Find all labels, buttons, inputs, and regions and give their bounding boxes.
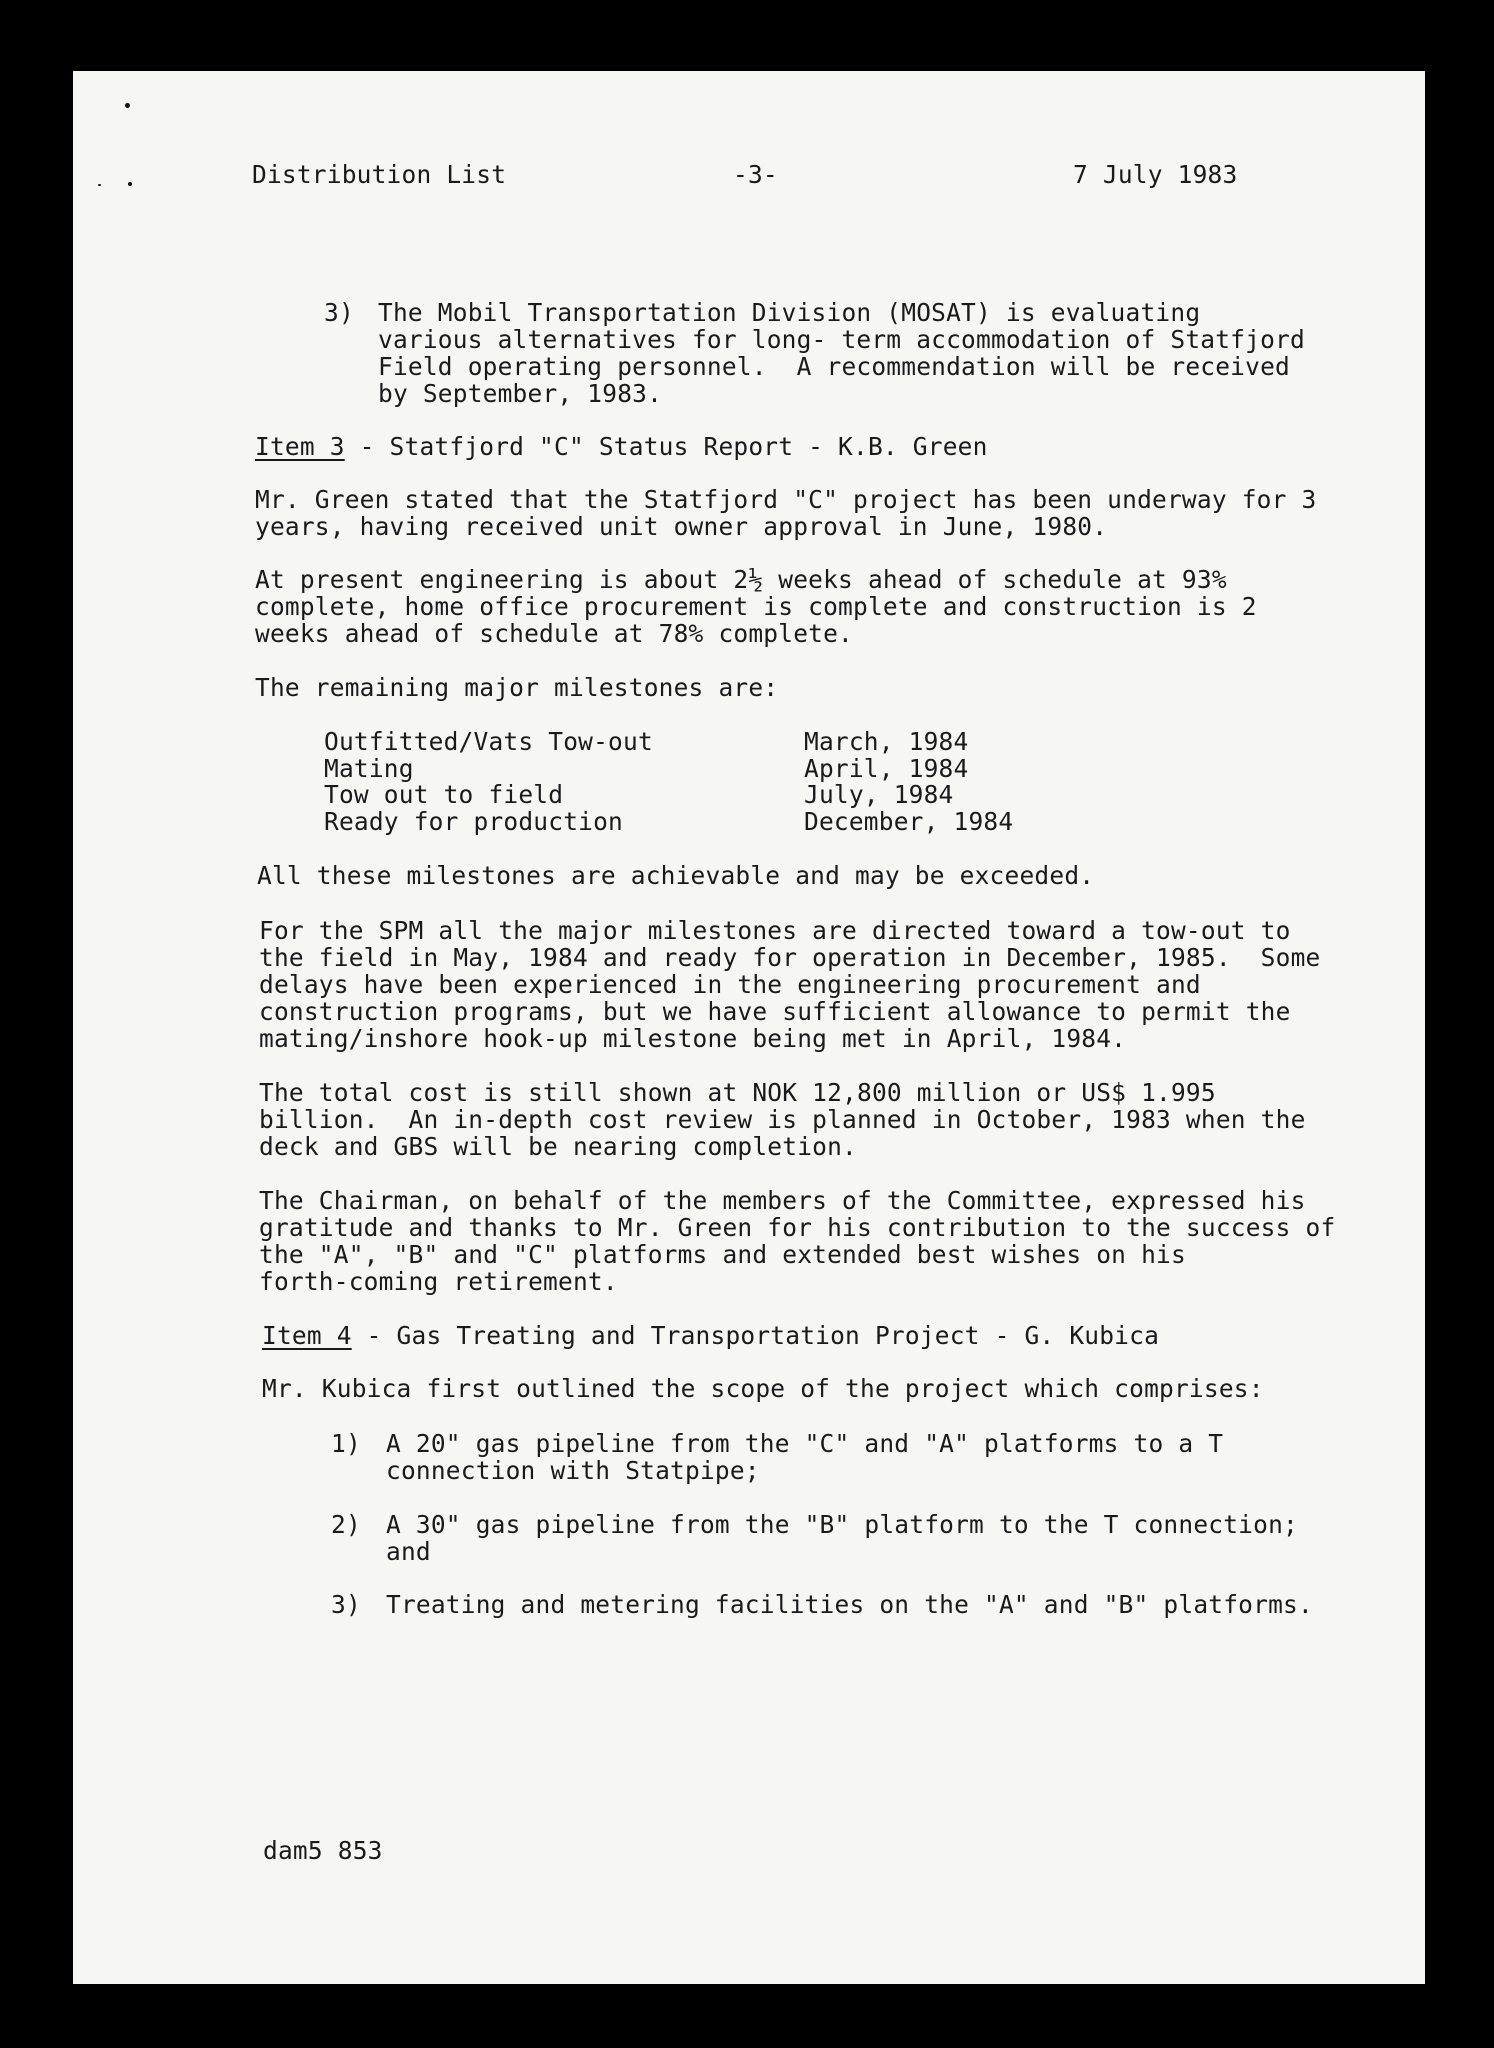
para-chairman-line: The Chairman, on behalf of the members of the Committee, expressed his (259, 1186, 1306, 1215)
item4-title: - Gas Treating and Transportation Project - G. Kubica (351, 1321, 1160, 1350)
para-mosat-line: various alternatives for long- term accommodation of Statfjord (378, 325, 1305, 354)
scope-item-line: and (386, 1537, 431, 1566)
para-spm-line: delays have been experienced in the engineering procurement and (259, 970, 1201, 999)
milestone-date: July, 1984 (804, 780, 954, 809)
scan-speck (98, 184, 101, 186)
para-mosat-line: The Mobil Transportation Division (MOSAT) is evaluating (378, 298, 1201, 327)
milestone-name: Mating (324, 754, 414, 783)
footer-reference: dam5 853 (263, 1836, 383, 1865)
milestone-date: March, 1984 (804, 727, 969, 756)
milestone-date: December, 1984 (804, 807, 1014, 836)
para-engineering-line: weeks ahead of schedule at 78% complete. (255, 619, 854, 648)
para-kubica: Mr. Kubica first outlined the scope of the project which comprises: (262, 1374, 1264, 1403)
scope-item-line: Treating and metering facilities on the "A" and "B" platforms. (386, 1590, 1313, 1619)
para-spm-line: the field in May, 1984 and ready for operation in December, 1985. Some (259, 943, 1321, 972)
para-chairman-line: the "A", "B" and "C" platforms and extended best wishes on his (259, 1240, 1186, 1269)
milestones-intro: The remaining major milestones are: (255, 673, 779, 702)
para-engineering-line: At present engineering is about 2½ weeks ahead of schedule at 93% (255, 565, 1227, 594)
scope-item-number: 2) (331, 1510, 361, 1539)
para-mosat-number: 3) (324, 298, 354, 327)
milestone-name: Tow out to field (324, 780, 564, 809)
scope-item-number: 1) (331, 1429, 361, 1458)
para-mosat-line: by September, 1983. (378, 379, 663, 408)
milestone-date: April, 1984 (804, 754, 969, 783)
scope-item-line: A 20" gas pipeline from the "C" and "A" platforms to a T (386, 1429, 1224, 1458)
milestones-note: All these milestones are achievable and may be exceeded. (257, 861, 1095, 890)
document-page (73, 71, 1425, 1984)
scan-speck (128, 182, 132, 186)
para-cost-line: The total cost is still shown at NOK 12,800 million or US$ 1.995 (259, 1078, 1216, 1107)
scope-item-number: 3) (331, 1590, 361, 1619)
page-number: -3- (733, 160, 778, 189)
item3-title: - Statfjord "C" Status Report - K.B. Green (344, 432, 988, 461)
item3-heading (255, 433, 988, 460)
item4-heading (262, 1322, 1159, 1349)
scope-item-line: connection with Statpipe; (386, 1456, 760, 1485)
milestone-name: Outfitted/Vats Tow-out (324, 727, 653, 756)
item3-label: Item 3 (255, 432, 345, 461)
para-green-line: years, having received unit owner approval in June, 1980. (255, 512, 1108, 541)
para-chairman-line: gratitude and thanks to Mr. Green for his contribution to the success of (259, 1213, 1336, 1242)
item4-label: Item 4 (262, 1321, 352, 1350)
para-engineering-line: complete, home office procurement is complete and construction is 2 (255, 592, 1257, 621)
header-date: 7 July 1983 (1073, 160, 1238, 189)
para-spm-line: construction programs, but we have sufficient allowance to permit the (259, 997, 1291, 1026)
scope-item-line: A 30" gas pipeline from the "B" platform to the T connection; (386, 1510, 1298, 1539)
para-mosat-line: Field operating personnel. A recommendation will be received (378, 352, 1290, 381)
header-left: Distribution List (252, 160, 507, 189)
para-green-line: Mr. Green stated that the Statfjord "C" project has been underway for 3 (255, 485, 1317, 514)
para-spm-line: mating/inshore hook-up milestone being met in April, 1984. (259, 1024, 1127, 1053)
para-cost-line: billion. An in-depth cost review is planned in October, 1983 when the (259, 1105, 1306, 1134)
para-chairman-line: forth-coming retirement. (259, 1267, 618, 1296)
milestone-name: Ready for production (324, 807, 624, 836)
scan-speck (125, 103, 130, 108)
para-cost-line: deck and GBS will be nearing completion. (259, 1132, 858, 1161)
para-spm-line: For the SPM all the major milestones are directed toward a tow-out to (259, 916, 1291, 945)
